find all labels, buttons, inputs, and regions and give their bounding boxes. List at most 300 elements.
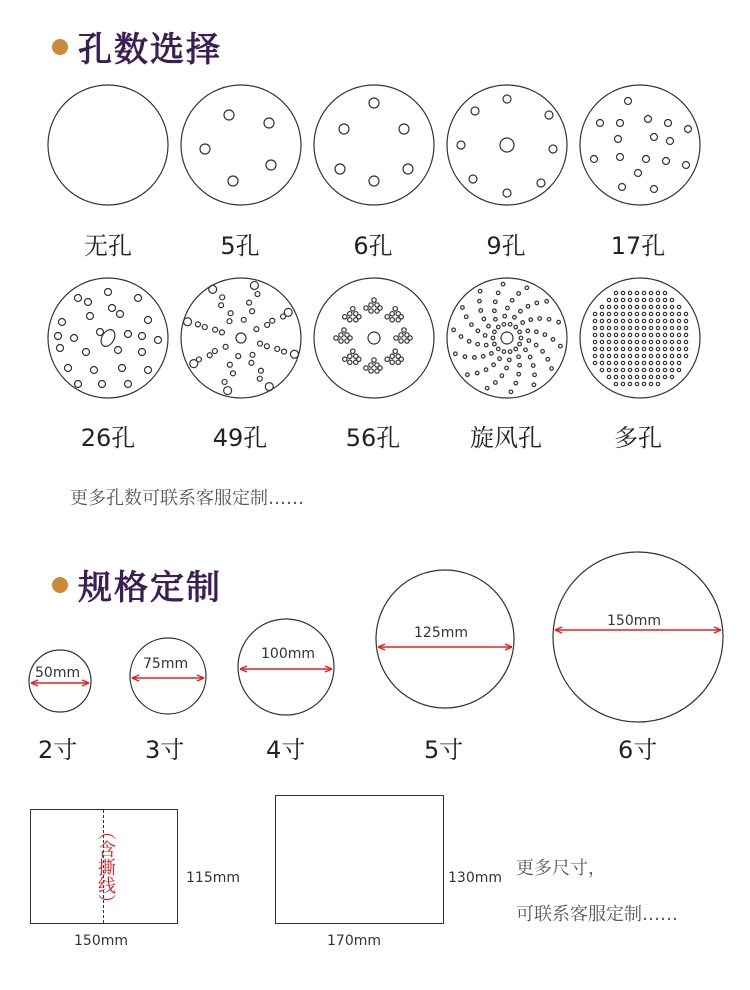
- hole-mark: [348, 336, 352, 340]
- hole-mark: [368, 332, 380, 344]
- hole-mark: [521, 321, 525, 325]
- hole-mark: [643, 156, 650, 163]
- hole-mark: [628, 312, 631, 315]
- hole-mark: [649, 333, 652, 336]
- hole-mark: [593, 319, 596, 322]
- hole-mark: [265, 383, 273, 391]
- hole-mark: [481, 355, 485, 359]
- hole-mark: [550, 367, 554, 371]
- hole-mark: [518, 363, 522, 367]
- hole-mark: [677, 340, 680, 343]
- hole-mark: [625, 98, 632, 105]
- hole-mark: [527, 339, 531, 343]
- hole-mark: [635, 319, 638, 322]
- hole-mark: [335, 164, 345, 174]
- hole-mark: [670, 326, 673, 329]
- hole-mark: [213, 327, 218, 332]
- hole-mark: [357, 315, 361, 319]
- hole-mark: [642, 354, 645, 357]
- hole-mark: [642, 312, 645, 315]
- hole-mark: [663, 291, 666, 294]
- hole-mark: [663, 158, 670, 165]
- hole-mark: [645, 116, 652, 123]
- hole-mark: [503, 95, 511, 103]
- hole-mark: [125, 381, 132, 388]
- hole-mark: [543, 333, 547, 337]
- hole-mark: [600, 354, 603, 357]
- hole-mark: [685, 126, 692, 133]
- hole-label-none: 无孔: [84, 232, 132, 260]
- hole-mark: [621, 368, 624, 371]
- hole-mark: [518, 342, 522, 346]
- hole-mark: [509, 390, 513, 394]
- hole-mark: [600, 347, 603, 350]
- arrow-head: [31, 683, 38, 686]
- hole-mark: [621, 312, 624, 315]
- hole-mark: [670, 375, 673, 378]
- hole-mark: [250, 352, 255, 357]
- hole-mark: [614, 312, 617, 315]
- arrow-head: [714, 627, 721, 630]
- hole-mark: [547, 318, 551, 322]
- hole-label-49: 49孔: [212, 424, 268, 452]
- size-label-3: 3寸: [145, 736, 185, 764]
- hole-mark: [656, 333, 659, 336]
- hole-mark: [518, 330, 522, 334]
- hole-mark: [656, 354, 659, 357]
- hole-mark: [57, 345, 64, 352]
- hole-mark: [663, 298, 666, 301]
- hole-mark: [469, 175, 477, 183]
- hole-mark: [621, 291, 624, 294]
- hole-mark: [677, 319, 680, 322]
- hole-mark: [290, 350, 298, 358]
- sheet-height-115: 115mm: [186, 870, 240, 886]
- hole-mark: [97, 329, 104, 336]
- hole-mark: [470, 323, 474, 327]
- disc-none: [48, 85, 168, 205]
- hole-mark: [649, 305, 652, 308]
- hole-mark: [614, 305, 617, 308]
- hole-mark: [454, 352, 458, 356]
- hole-mark: [600, 340, 603, 343]
- hole-mark: [498, 357, 502, 361]
- hole-mark: [369, 363, 373, 367]
- hole-mark: [281, 314, 286, 319]
- hole-mark: [354, 360, 358, 364]
- arrow-head: [82, 680, 89, 683]
- hole-mark: [402, 328, 406, 332]
- diameter-label-125: 125mm: [414, 625, 468, 641]
- hole-mark: [591, 156, 598, 163]
- hole-mark: [551, 338, 555, 342]
- hole-mark: [617, 120, 624, 127]
- hole-mark: [670, 312, 673, 315]
- hole-mark: [236, 333, 246, 343]
- hole-mark: [593, 340, 596, 343]
- hole-mark: [663, 312, 666, 315]
- hole-mark: [670, 347, 673, 350]
- hole-mark: [184, 318, 192, 326]
- hole-mark: [507, 358, 511, 362]
- hole-mark: [628, 319, 631, 322]
- hole-mark: [487, 324, 491, 328]
- hole-mark: [649, 326, 652, 329]
- hole-mark: [593, 333, 596, 336]
- hole-mark: [190, 360, 198, 368]
- hole-label-26: 26孔: [80, 424, 136, 452]
- hole-mark: [396, 360, 400, 364]
- hole-mark: [628, 382, 631, 385]
- hole-mark: [195, 322, 200, 327]
- hole-mark: [656, 368, 659, 371]
- hole-mark: [656, 298, 659, 301]
- size-disc-75: [130, 638, 206, 714]
- hole-mark: [635, 305, 638, 308]
- hole-mark: [663, 333, 666, 336]
- hole-mark: [656, 340, 659, 343]
- section-header-sizes: [52, 560, 222, 609]
- hole-mark: [369, 369, 373, 373]
- hole-mark: [614, 333, 617, 336]
- hole-mark: [517, 292, 521, 296]
- hole-mark: [506, 306, 510, 310]
- hole-mark: [651, 186, 658, 193]
- hole-mark: [607, 333, 610, 336]
- hole-mark: [683, 162, 690, 169]
- hole-mark: [275, 346, 280, 351]
- hole-mark: [503, 189, 511, 197]
- sizes-note-line1: 更多尺寸，: [516, 858, 606, 879]
- hole-label-5: 5孔: [220, 232, 260, 260]
- tear-line-note: （含撕线）: [95, 822, 116, 912]
- hole-mark: [607, 305, 610, 308]
- hole-mark: [593, 326, 596, 329]
- hole-mark: [396, 354, 400, 358]
- hole-mark: [684, 340, 687, 343]
- hole-mark: [670, 305, 673, 308]
- hole-mark: [524, 348, 528, 352]
- sheet-170x130: [275, 795, 444, 924]
- disc-26: [48, 278, 168, 398]
- diameter-label-75: 75mm: [143, 656, 189, 672]
- hole-mark: [663, 305, 666, 308]
- hole-mark: [656, 382, 659, 385]
- hole-mark: [399, 357, 403, 361]
- hole-mark: [466, 373, 470, 377]
- hole-mark: [230, 371, 235, 376]
- hole-mark: [496, 347, 500, 351]
- hole-mark: [656, 347, 659, 350]
- hole-mark: [677, 354, 680, 357]
- arrow-head: [325, 669, 332, 672]
- hole-mark: [635, 291, 638, 294]
- hole-mark: [493, 300, 497, 304]
- hole-mark: [621, 354, 624, 357]
- hole-mark: [348, 354, 352, 358]
- hole-mark: [139, 333, 146, 340]
- hole-mark: [257, 376, 262, 381]
- hole-mark: [656, 319, 659, 322]
- hole-mark: [399, 315, 403, 319]
- hole-mark: [464, 315, 468, 319]
- hole-mark: [607, 375, 610, 378]
- hole-mark: [642, 340, 645, 343]
- hole-mark: [500, 138, 514, 152]
- hole-mark: [519, 336, 523, 340]
- disc-49: [181, 278, 301, 398]
- hole-mark: [614, 368, 617, 371]
- hole-mark: [600, 326, 603, 329]
- hole-mark: [614, 340, 617, 343]
- hole-mark: [593, 347, 596, 350]
- hole-mark: [667, 138, 674, 145]
- hole-mark: [684, 333, 687, 336]
- hole-mark: [75, 381, 82, 388]
- disc-cyclone: [447, 278, 567, 398]
- hole-mark: [670, 354, 673, 357]
- hole-mark: [651, 134, 658, 141]
- hole-mark: [339, 333, 343, 337]
- sizes-note-line2: 可联系客服定制……: [516, 904, 678, 925]
- size-label-4: 4寸: [266, 736, 306, 764]
- hole-mark: [642, 326, 645, 329]
- hole-mark: [369, 176, 379, 186]
- hole-mark: [393, 307, 397, 311]
- hole-mark: [517, 372, 521, 376]
- hole-mark: [461, 306, 465, 310]
- hole-mark: [656, 305, 659, 308]
- hole-mark: [538, 317, 542, 321]
- diameter-label-50: 50mm: [35, 665, 81, 681]
- hole-mark: [255, 292, 260, 297]
- hole-mark: [642, 319, 645, 322]
- hole-mark: [621, 382, 624, 385]
- sheet-150x115: [30, 809, 178, 924]
- hole-mark: [390, 318, 394, 322]
- section-title-sizes: 规格定制: [78, 568, 222, 608]
- hole-mark: [670, 319, 673, 322]
- hole-mark: [282, 349, 287, 354]
- hole-mark: [628, 298, 631, 301]
- disc-56: [314, 278, 434, 398]
- hole-mark: [656, 375, 659, 378]
- hole-mark: [485, 386, 489, 390]
- hole-mark: [212, 349, 217, 354]
- hole-mark: [219, 303, 224, 308]
- hole-mark: [399, 124, 409, 134]
- hole-mark: [510, 299, 514, 303]
- hole-mark: [343, 357, 347, 361]
- hole-mark: [607, 347, 610, 350]
- diameter-label-150: 150mm: [607, 613, 661, 629]
- arrow-head: [132, 675, 139, 678]
- hole-mark: [452, 328, 456, 332]
- hole-mark: [508, 323, 512, 327]
- hole-mark: [109, 305, 116, 312]
- hole-mark: [479, 309, 483, 313]
- arrow-head: [197, 675, 204, 678]
- hole-mark: [635, 361, 638, 364]
- arrow-head: [505, 647, 512, 650]
- hole-mark: [649, 291, 652, 294]
- hole-mark: [270, 318, 275, 323]
- hole-mark: [514, 381, 518, 385]
- hole-mark: [493, 330, 497, 334]
- hole-mark: [405, 333, 409, 337]
- arrow-head: [555, 627, 562, 630]
- hole-mark: [139, 349, 146, 356]
- hole-mark: [635, 354, 638, 357]
- hole-mark: [621, 298, 624, 301]
- hole-mark: [375, 363, 379, 367]
- hole-mark: [224, 387, 232, 395]
- arrow-head: [132, 678, 139, 681]
- hole-mark: [635, 298, 638, 301]
- hole-mark: [55, 333, 62, 340]
- hole-mark: [614, 361, 617, 364]
- hole-mark: [354, 312, 358, 316]
- hole-mark: [364, 366, 368, 370]
- hole-mark: [635, 347, 638, 350]
- hole-mark: [378, 306, 382, 310]
- hole-mark: [663, 319, 666, 322]
- hole-mark: [334, 336, 338, 340]
- hole-mark: [614, 319, 617, 322]
- hole-mark: [642, 333, 645, 336]
- hole-mark: [348, 360, 352, 364]
- hole-mark: [500, 374, 504, 378]
- hole-label-cyclone: 旋风孔: [470, 424, 542, 452]
- hole-mark: [475, 371, 479, 375]
- hole-mark: [628, 333, 631, 336]
- hole-mark: [228, 311, 233, 316]
- hole-mark: [621, 319, 624, 322]
- hole-mark: [642, 298, 645, 301]
- hole-mark: [91, 367, 98, 374]
- hole-mark: [531, 364, 535, 368]
- hole-mark: [473, 356, 477, 360]
- sheet-height-130: 130mm: [448, 870, 502, 886]
- hole-mark: [492, 363, 496, 367]
- hole-mark: [258, 341, 263, 346]
- arrow-head: [505, 644, 512, 647]
- hole-mark: [532, 383, 536, 387]
- hole-mark: [202, 325, 207, 330]
- arrow-head: [82, 683, 89, 686]
- hole-mark: [614, 375, 617, 378]
- hole-mark: [390, 354, 394, 358]
- hole-mark: [635, 170, 642, 177]
- hole-mark: [227, 319, 232, 324]
- hole-mark: [535, 301, 539, 305]
- hole-mark: [364, 306, 368, 310]
- hole-mark: [517, 355, 521, 359]
- hole-mark: [459, 335, 463, 339]
- hole-mark: [607, 354, 610, 357]
- hole-mark: [628, 340, 631, 343]
- hole-mark: [649, 368, 652, 371]
- hole-mark: [502, 323, 506, 327]
- hole-mark: [342, 328, 346, 332]
- hole-mark: [628, 326, 631, 329]
- hole-mark: [670, 340, 673, 343]
- hole-mark: [642, 305, 645, 308]
- disc-6: [314, 85, 434, 205]
- hole-mark: [227, 362, 232, 367]
- hole-mark: [222, 379, 227, 384]
- hole-mark: [677, 347, 680, 350]
- hole-mark: [621, 375, 624, 378]
- hole-mark: [250, 281, 258, 289]
- hole-mark: [593, 312, 596, 315]
- hole-mark: [663, 375, 666, 378]
- hole-mark: [514, 347, 518, 351]
- hole-mark: [607, 368, 610, 371]
- hole-mark: [372, 298, 376, 302]
- hole-mark: [656, 291, 659, 294]
- hole-mark: [670, 298, 673, 301]
- hole-mark: [628, 291, 631, 294]
- hole-mark: [546, 357, 550, 361]
- hole-mark: [228, 176, 238, 186]
- hole-mark: [642, 375, 645, 378]
- hole-mark: [670, 368, 673, 371]
- hole-mark: [85, 299, 92, 306]
- hole-mark: [348, 312, 352, 316]
- hole-mark: [649, 319, 652, 322]
- hole-mark: [684, 319, 687, 322]
- hole-mark: [526, 305, 530, 309]
- hole-mark: [549, 145, 557, 153]
- hole-mark: [345, 333, 349, 337]
- hole-mark: [528, 355, 532, 359]
- hole-mark: [125, 331, 132, 338]
- disc-multi: [580, 278, 700, 398]
- hole-mark: [628, 354, 631, 357]
- hole-mark: [59, 319, 66, 326]
- size-disc-100: [238, 619, 334, 715]
- hole-mark: [663, 326, 666, 329]
- hole-mark: [628, 347, 631, 350]
- hole-mark: [348, 318, 352, 322]
- hole-mark: [200, 144, 210, 154]
- hole-mark: [399, 339, 403, 343]
- hole-mark: [684, 326, 687, 329]
- disc-5: [181, 85, 301, 205]
- hole-mark: [393, 349, 397, 353]
- section-title-holes: 孔数选择: [78, 30, 222, 70]
- hole-mark: [533, 373, 537, 377]
- hole-mark: [621, 347, 624, 350]
- hole-mark: [467, 340, 471, 344]
- hole-mark: [649, 361, 652, 364]
- hole-mark: [614, 291, 617, 294]
- hole-mark: [369, 303, 373, 307]
- hole-mark: [649, 375, 652, 378]
- hole-mark: [642, 382, 645, 385]
- hole-mark: [635, 375, 638, 378]
- hole-mark: [284, 308, 292, 316]
- hole-mark: [593, 361, 596, 364]
- hole-mark: [224, 110, 234, 120]
- arrow-head: [240, 666, 247, 669]
- hole-mark: [496, 291, 500, 295]
- hole-mark: [600, 333, 603, 336]
- hole-mark: [476, 329, 480, 333]
- hole-mark: [628, 305, 631, 308]
- hole-mark: [209, 285, 217, 293]
